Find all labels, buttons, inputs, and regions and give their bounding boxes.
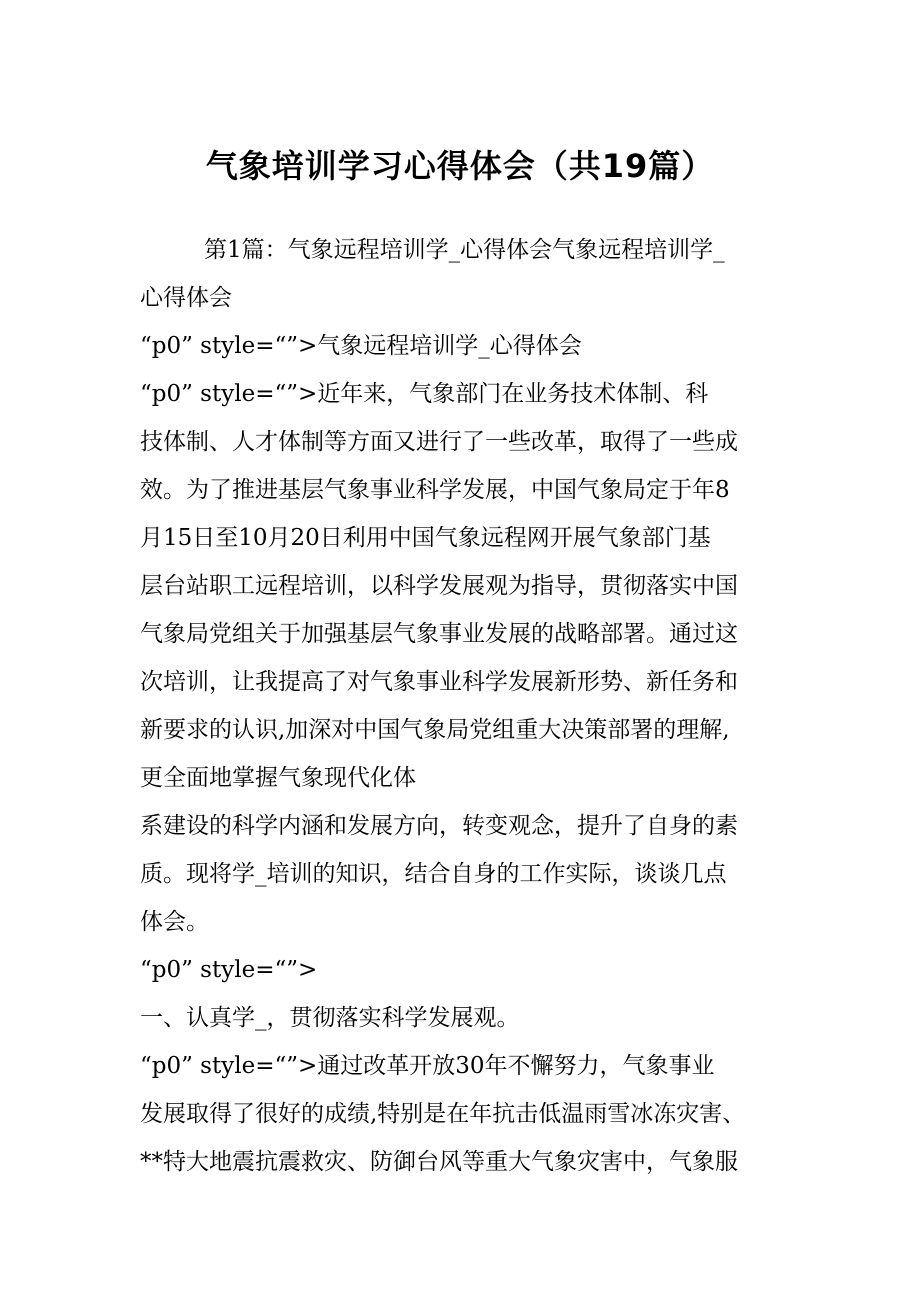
- paragraph-line: 发展取得了很好的成绩,特别是在年抗击低温雨雪冰冻灾害、: [140, 1101, 746, 1127]
- paragraph-line: 第1篇：气象远程培训学_心得体会气象远程培训学_: [204, 237, 725, 263]
- paragraph-line: 技体制、人才体制等方面又进行了一些改革，取得了一些成: [140, 429, 738, 455]
- paragraph-line: “p0” style=“”>通过改革开放30年不懈努力，气象事业: [140, 1053, 715, 1079]
- paragraph-line: “p0” style=“”>: [140, 957, 318, 983]
- paragraph-line: 更全面地掌握气象现代化体: [140, 765, 416, 791]
- paragraph-line: 气象局党组关于加强基层气象事业发展的战略部署。通过这: [140, 621, 738, 647]
- paragraph-line: 月15日至10月20日利用中国气象远程网开展气象部门基: [140, 525, 711, 551]
- paragraph-line: “p0” style=“”>近年来，气象部门在业务技术体制、科: [140, 381, 709, 407]
- document-body: [140, 226, 790, 1186]
- paragraph-line: 心得体会: [140, 285, 232, 311]
- document-title: 气象培训学习心得体会（共19篇）: [205, 147, 715, 185]
- paragraph-line: 体会。: [140, 909, 209, 935]
- paragraph-line: **特大地震抗震救灾、防御台风等重大气象灾害中，气象服: [140, 1149, 738, 1175]
- paragraph-line: 层台站职工远程培训，以科学发展观为指导，贯彻落实中国: [140, 573, 738, 599]
- paragraph-line: “p0” style=“”>气象远程培训学_心得体会: [140, 333, 582, 359]
- paragraph-line: 效。为了推进基层气象事业科学发展，中国气象局定于年8: [140, 477, 730, 503]
- paragraph-line: 次培训，让我提高了对气象事业科学发展新形势、新任务和: [140, 669, 738, 695]
- paragraph-line: 系建设的科学内涵和发展方向，转变观念，提升了自身的素: [140, 813, 738, 839]
- paragraph-line: 质。现将学_培训的知识，结合自身的工作实际，谈谈几点: [140, 861, 727, 887]
- paragraph-line: 新要求的认识,加深对中国气象局党组重大决策部署的理解,: [140, 717, 730, 743]
- paragraph-line: 一、认真学_，贯彻落实科学发展观。: [140, 1005, 520, 1031]
